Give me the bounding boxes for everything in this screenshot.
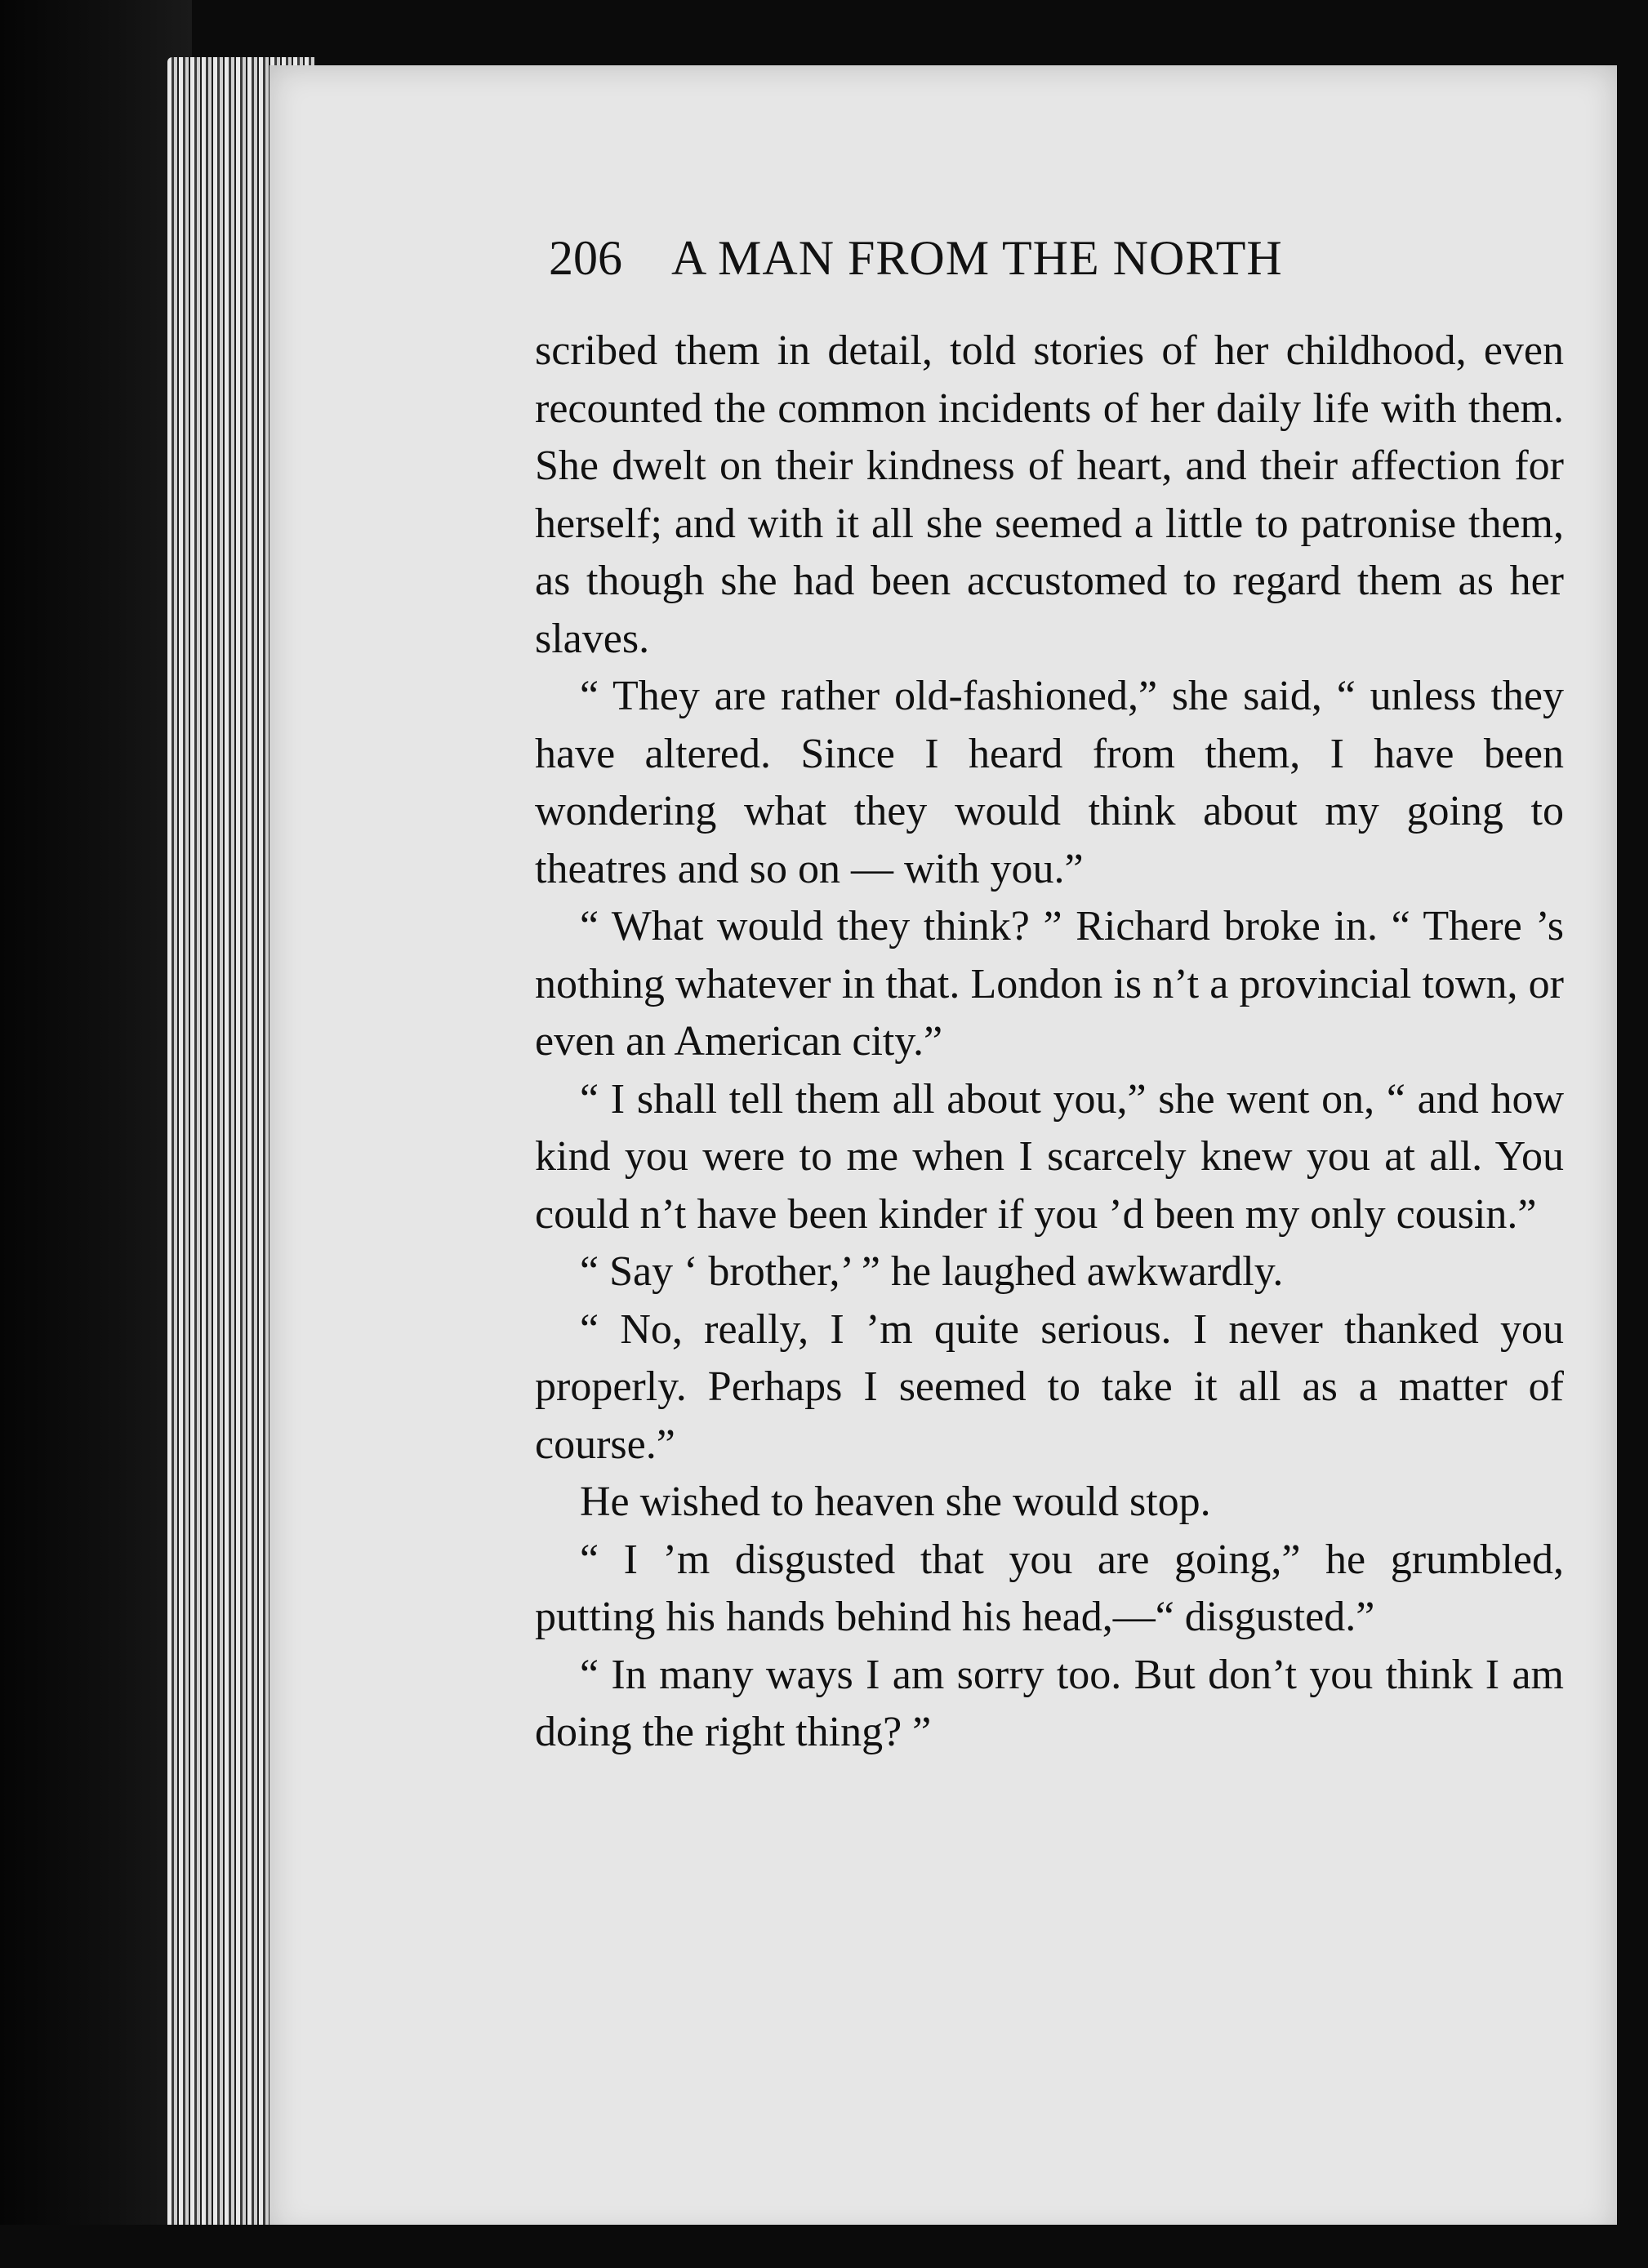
paragraph: “ No, really, I ’m quite serious. I never thanked you properly. Perhaps I seemed to take it all as a matter of course.” — [535, 1305, 1564, 1468]
scan-bottom-edge — [0, 2225, 1648, 2268]
running-head — [549, 230, 1414, 287]
page-number: 206 — [549, 231, 622, 285]
paragraph: “ What would they think? ” Richard broke in. “ There ’s nothing whatever in that. London is n’t a provincial town, or even an American city.” — [535, 903, 1564, 1065]
body-text — [535, 322, 1564, 1762]
paragraph: “ Say ‘ brother,’ ” he laughed awkwardly. — [580, 1248, 1284, 1295]
paragraph: “ In many ways I am sorry too. But don’t you think I am doing the right thing? ” — [535, 1651, 1564, 1755]
paragraph: “ I shall tell them all about you,” she went on, “ and how kind you were to me when I scarcely knew you at all. You could n’t have been kinder if you ’d been my only cousin.” — [535, 1075, 1564, 1238]
paragraph: “ I ’m disgusted that you are going,” he grumbled, putting his hands behind his head,—“ disgusted.” — [535, 1536, 1564, 1640]
running-title: A MAN FROM THE NORTH — [671, 231, 1283, 285]
paragraph: He wished to heaven she would stop. — [580, 1479, 1211, 1525]
scan-background — [0, 0, 192, 2268]
paragraph: “ They are rather old-fashioned,” she said, “ unless they have altered. Since I heard from them, I have been wondering what they would think about my going to theatres and so on — with you.” — [535, 673, 1564, 892]
paragraph: scribed them in detail, told stories of her childhood, even recounted the common incidents of her daily life with them. She dwelt on their kindness of heart, and their affection for herself; and with it all she seemed a little to patronise them, as though she had been accustomed to regard them as her slaves. — [535, 327, 1564, 662]
